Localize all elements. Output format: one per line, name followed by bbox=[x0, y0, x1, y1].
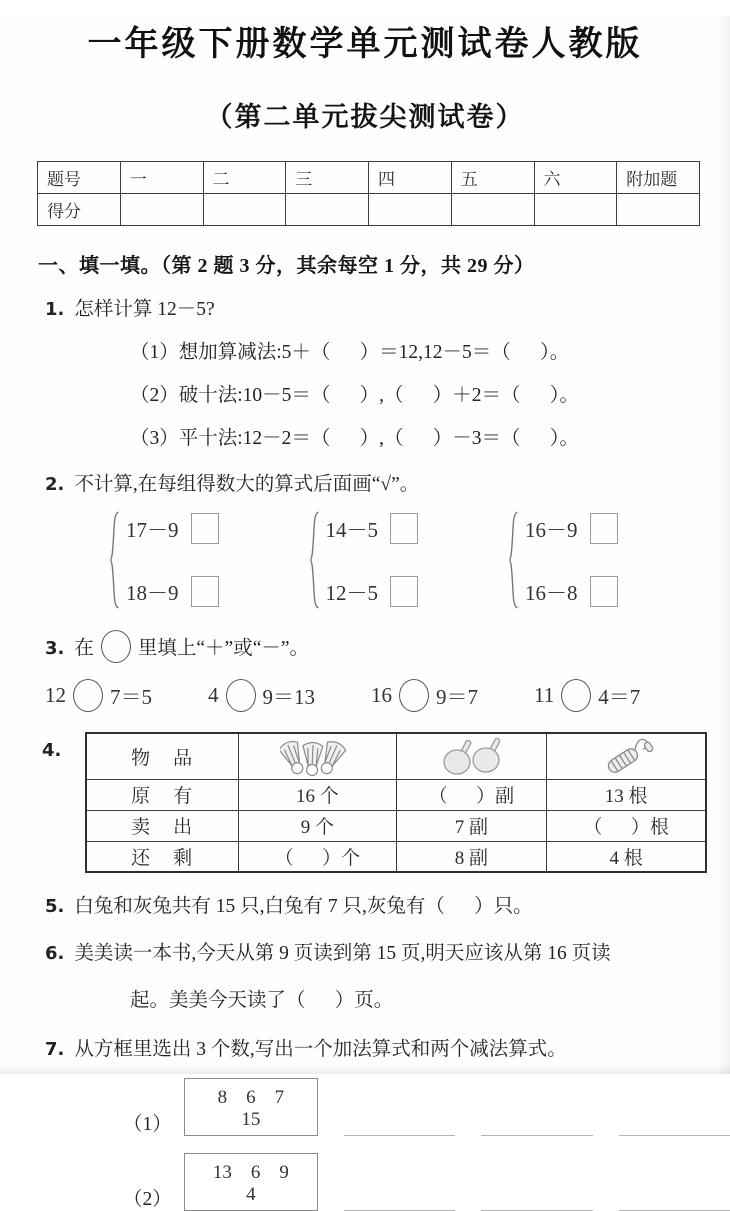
question-5-number: 5. bbox=[45, 896, 65, 917]
row-label: 原 有 bbox=[86, 779, 238, 810]
items-cell: 9 个 bbox=[238, 810, 396, 841]
score-header-cell: 六 bbox=[534, 162, 617, 194]
item-label: （2） bbox=[123, 1189, 172, 1210]
question-7-text: 从方框里选出 3 个数,写出一个加法算式和两个减法算式。 bbox=[74, 1039, 567, 1060]
score-table bbox=[37, 161, 700, 226]
check-box bbox=[390, 576, 418, 607]
answer-blank-line bbox=[481, 1132, 592, 1136]
check-box bbox=[390, 513, 418, 544]
question-7-item-1 bbox=[123, 1078, 730, 1136]
check-box bbox=[590, 513, 618, 544]
score-empty-cell bbox=[369, 194, 452, 226]
page-subtitle: （第二单元拔尖测试卷） bbox=[205, 102, 525, 133]
score-table-score-row bbox=[38, 194, 700, 226]
fill-circle-icon bbox=[101, 630, 131, 663]
equation-left: 16 bbox=[371, 683, 392, 707]
question-3 bbox=[45, 630, 730, 663]
equation-text: 16－8 bbox=[525, 580, 578, 605]
answer-blank-line bbox=[344, 1207, 455, 1211]
question-3-text-before: 在 bbox=[74, 638, 94, 659]
equation-text: 17－9 bbox=[126, 517, 179, 542]
row-label: 物 品 bbox=[86, 733, 238, 779]
row-label: 还 剩 bbox=[86, 841, 238, 872]
check-box bbox=[191, 576, 219, 607]
items-cell: （ ）根 bbox=[546, 810, 706, 841]
score-empty-cell bbox=[120, 194, 203, 226]
comparison-group-3 bbox=[506, 510, 618, 610]
left-brace-icon bbox=[307, 510, 320, 610]
circle-equation bbox=[45, 679, 152, 712]
scan-edge-right bbox=[718, 16, 730, 1074]
equation-text: 16－9 bbox=[525, 517, 578, 542]
answer-blank-line bbox=[481, 1207, 592, 1211]
number-choices-box: 13 6 9 4 bbox=[184, 1153, 318, 1211]
question-3-text-after: 里填上“＋”或“－”。 bbox=[137, 638, 310, 659]
question-1 bbox=[45, 293, 730, 450]
comparison-group-2 bbox=[307, 510, 419, 610]
answer-blank-line bbox=[619, 1207, 730, 1211]
question-1-part-3: （3）平十法:12－2＝（ ）,（ ）－3＝（ ）。 bbox=[130, 428, 580, 449]
score-empty-cell bbox=[203, 194, 286, 226]
items-table bbox=[85, 732, 707, 873]
equation-right: 9＝7 bbox=[436, 684, 478, 709]
fill-circle bbox=[561, 679, 591, 712]
fill-circle bbox=[73, 679, 103, 712]
comparison-group-1 bbox=[107, 510, 219, 610]
score-empty-cell bbox=[451, 194, 534, 226]
question-1-text: 怎样计算 12－5? bbox=[74, 299, 215, 320]
answer-blank-line bbox=[344, 1132, 455, 1136]
page-title: 一年级下册数学单元测试卷人教版 bbox=[87, 24, 643, 64]
question-6-line2: 起。美美今天读了（ ）页。 bbox=[130, 990, 394, 1011]
left-brace-icon bbox=[506, 510, 519, 610]
question-7-number: 7. bbox=[45, 1039, 65, 1060]
equation-left: 4 bbox=[208, 683, 219, 707]
badminton-shuttlecocks-icon bbox=[280, 734, 354, 778]
equation-right: 9＝13 bbox=[262, 684, 315, 709]
question-7-item-2 bbox=[123, 1153, 730, 1211]
score-header-cell: 三 bbox=[286, 162, 369, 194]
question-4 bbox=[42, 732, 730, 873]
items-cell: （ ）个 bbox=[238, 841, 396, 872]
answer-blank-line bbox=[619, 1132, 730, 1136]
equation-text: 18－9 bbox=[126, 580, 179, 605]
score-header-cell: 题号 bbox=[38, 162, 121, 194]
score-empty-cell bbox=[286, 194, 369, 226]
items-cell: 4 根 bbox=[546, 841, 706, 872]
question-5 bbox=[45, 890, 730, 918]
score-header-cell: 五 bbox=[451, 162, 534, 194]
question-2 bbox=[45, 468, 730, 610]
question-1-number: 1. bbox=[45, 299, 65, 320]
question-5-text: 白兔和灰兔共有 15 只,白兔有 7 只,灰兔有（ ）只。 bbox=[74, 896, 533, 917]
question-4-number: 4. bbox=[42, 740, 62, 761]
item-label: （1） bbox=[123, 1114, 172, 1135]
question-1-part-2: （2）破十法:10－5＝（ ）,（ ）＋2＝（ ）。 bbox=[130, 385, 580, 406]
question-2-number: 2. bbox=[45, 474, 65, 495]
score-header-cell: 一 bbox=[120, 162, 203, 194]
question-2-groups bbox=[107, 510, 730, 610]
row-label: 卖 出 bbox=[86, 810, 238, 841]
question-3-number: 3. bbox=[45, 638, 65, 659]
equation-column bbox=[326, 513, 419, 607]
left-brace-icon bbox=[107, 510, 120, 610]
fill-circle bbox=[399, 679, 429, 712]
jump-rope-icon bbox=[590, 734, 662, 778]
score-header-cell: 四 bbox=[369, 162, 452, 194]
question-6-line1: 美美读一本书,今天从第 9 页读到第 15 页,明天应该从第 16 页读 bbox=[74, 943, 611, 964]
check-box bbox=[191, 513, 219, 544]
items-row-sold bbox=[86, 810, 706, 841]
test-paper-page bbox=[0, 16, 730, 1210]
question-7 bbox=[45, 1033, 730, 1211]
equation-text: 14－5 bbox=[325, 517, 378, 542]
circle-equation bbox=[534, 679, 640, 712]
question-2-text: 不计算,在每组得数大的算式后面画“√”。 bbox=[74, 474, 420, 495]
paddles-cell bbox=[396, 733, 546, 779]
items-cell: （ ）副 bbox=[396, 779, 546, 810]
score-empty-cell bbox=[617, 194, 700, 226]
equation-column bbox=[525, 513, 618, 607]
equation-column bbox=[126, 513, 219, 607]
table-tennis-paddles-icon bbox=[436, 734, 506, 778]
score-header-cell: 附加题 bbox=[617, 162, 700, 194]
section-one-heading: 一、填一填。（第 2 题 3 分，其余每空 1 分，共 29 分） bbox=[38, 255, 535, 277]
equation-left: 11 bbox=[534, 683, 555, 707]
fill-circle bbox=[226, 679, 256, 712]
items-cell: 16 个 bbox=[238, 779, 396, 810]
check-box bbox=[590, 576, 618, 607]
shuttlecocks-cell bbox=[238, 733, 396, 779]
items-row-remaining bbox=[86, 841, 706, 872]
items-cell: 13 根 bbox=[546, 779, 706, 810]
equation-right: 7＝5 bbox=[110, 684, 152, 709]
equation-text: 12－5 bbox=[325, 580, 378, 605]
items-header-row bbox=[86, 733, 706, 779]
rope-cell bbox=[546, 733, 706, 779]
equation-right: 4＝7 bbox=[598, 684, 641, 709]
circle-equation bbox=[371, 679, 478, 712]
items-cell: 7 副 bbox=[396, 810, 546, 841]
question-6-number: 6. bbox=[45, 943, 65, 964]
score-row-label: 得分 bbox=[38, 194, 121, 226]
scan-edge-bottom bbox=[0, 1064, 730, 1074]
equation-left: 12 bbox=[45, 683, 66, 707]
score-table-header-row bbox=[38, 162, 700, 194]
number-choices-box: 8 6 7 15 bbox=[184, 1078, 318, 1136]
question-6 bbox=[45, 937, 730, 1012]
question-1-part-1: （1）想加算减法:5＋（ ）＝12,12－5＝（ ）。 bbox=[130, 342, 570, 363]
question-3-equations bbox=[45, 679, 730, 712]
items-cell: 8 副 bbox=[396, 841, 546, 872]
circle-equation bbox=[208, 679, 315, 712]
score-empty-cell bbox=[534, 194, 617, 226]
score-header-cell: 二 bbox=[203, 162, 286, 194]
items-row-original bbox=[86, 779, 706, 810]
